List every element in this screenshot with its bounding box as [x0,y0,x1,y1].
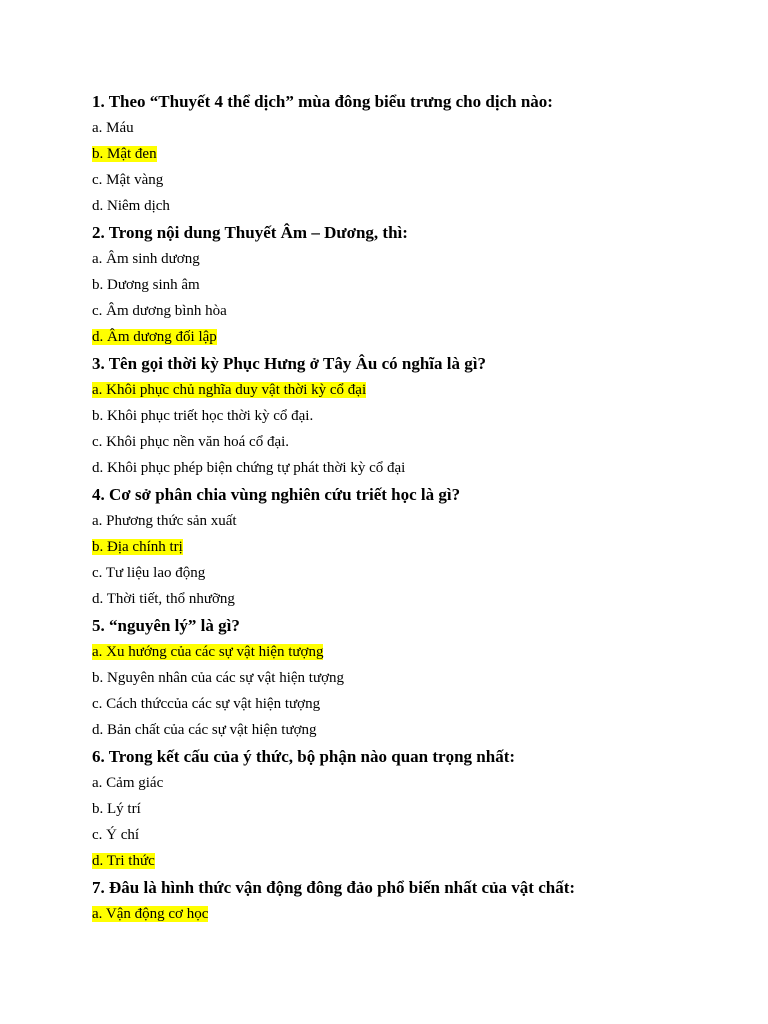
answer-option-text: d. Khôi phục phép biện chứng tự phát thời kỳ cổ đại [92,460,406,476]
answer-option [92,272,732,298]
answer-option-text: d. Tri thức [92,853,155,869]
answer-option-text: d. Bản chất của các sự vật hiện tượng [92,722,317,738]
answer-option [92,770,732,796]
answer-option-text: a. Phương thức sản xuất [92,513,237,529]
answer-option [92,298,732,324]
answer-option-highlighted [92,639,732,665]
answer-option-text: b. Địa chính trị [92,539,183,555]
answer-option-text: a. Xu hướng của các sự vật hiện tượng [92,644,324,660]
answer-option-highlighted [92,901,732,927]
answer-option-text: c. Âm dương bình hòa [92,303,227,319]
answer-option-highlighted [92,377,732,403]
answer-option-text: d. Thời tiết, thổ nhưỡng [92,591,235,607]
answer-option [92,246,732,272]
answer-option [92,560,732,586]
answer-option-text: c. Ý chí [92,827,140,843]
question-7 [92,874,732,927]
answer-option [92,796,732,822]
answer-option [92,586,732,612]
answer-option [92,403,732,429]
question-5 [92,612,732,743]
answer-option [92,691,732,717]
answer-option-text: a. Âm sinh dương [92,251,200,267]
question-title: 5. “nguyên lý” là gì? [92,616,240,635]
answer-option-text: c. Mật vàng [92,172,164,188]
answer-option [92,822,732,848]
question-title: 6. Trong kết cấu của ý thức, bộ phận nào quan trọng nhất: [92,747,516,766]
question-title: 1. Theo “Thuyết 4 thể dịch” mùa đông biểu trưng cho dịch nào: [92,92,553,111]
answer-option-highlighted [92,324,732,350]
answer-option [92,455,732,481]
answer-option-text: b. Mật đen [92,146,157,162]
answer-option-text: c. Cách thứccủa các sự vật hiện tượng [92,696,321,712]
quiz-content [92,88,732,927]
question-title: 2. Trong nội dung Thuyết Âm – Dương, thì: [92,223,408,242]
question-3 [92,350,732,481]
answer-option-text: a. Cảm giác [92,775,164,791]
question-title: 4. Cơ sở phân chia vùng nghiên cứu triết học là gì? [92,485,461,504]
question-6 [92,743,732,874]
answer-option-highlighted [92,534,732,560]
answer-option [92,193,732,219]
answer-option [92,167,732,193]
answer-option-text: c. Tư liệu lao động [92,565,206,581]
question-2 [92,219,732,350]
answer-option [92,115,732,141]
answer-option [92,717,732,743]
answer-option-text: b. Nguyên nhân của các sự vật hiện tượng [92,670,345,686]
question-title: 3. Tên gọi thời kỳ Phục Hưng ở Tây Âu có nghĩa là gì? [92,354,486,373]
question-title: 7. Đâu là hình thức vận động đông đảo phổ biến nhất của vật chất: [92,878,576,897]
answer-option-text: b. Dương sinh âm [92,277,200,293]
answer-option [92,665,732,691]
answer-option-text: b. Lý trí [92,801,141,817]
answer-option-highlighted [92,141,732,167]
answer-option-text: d. Niêm dịch [92,198,170,214]
answer-option-text: a. Máu [92,120,134,136]
answer-option [92,429,732,455]
answer-option-text: d. Âm dương đối lập [92,329,217,345]
answer-option [92,508,732,534]
answer-option-text: b. Khôi phục triết học thời kỳ cổ đại. [92,408,314,424]
answer-option-text: a. Khôi phục chủ nghĩa duy vật thời kỳ cổ đại [92,382,367,398]
question-4 [92,481,732,612]
answer-option-text: c. Khôi phục nền văn hoá cổ đại. [92,434,290,450]
answer-option-highlighted [92,848,732,874]
answer-option-text: a. Vận động cơ học [92,906,209,922]
question-1 [92,88,732,219]
